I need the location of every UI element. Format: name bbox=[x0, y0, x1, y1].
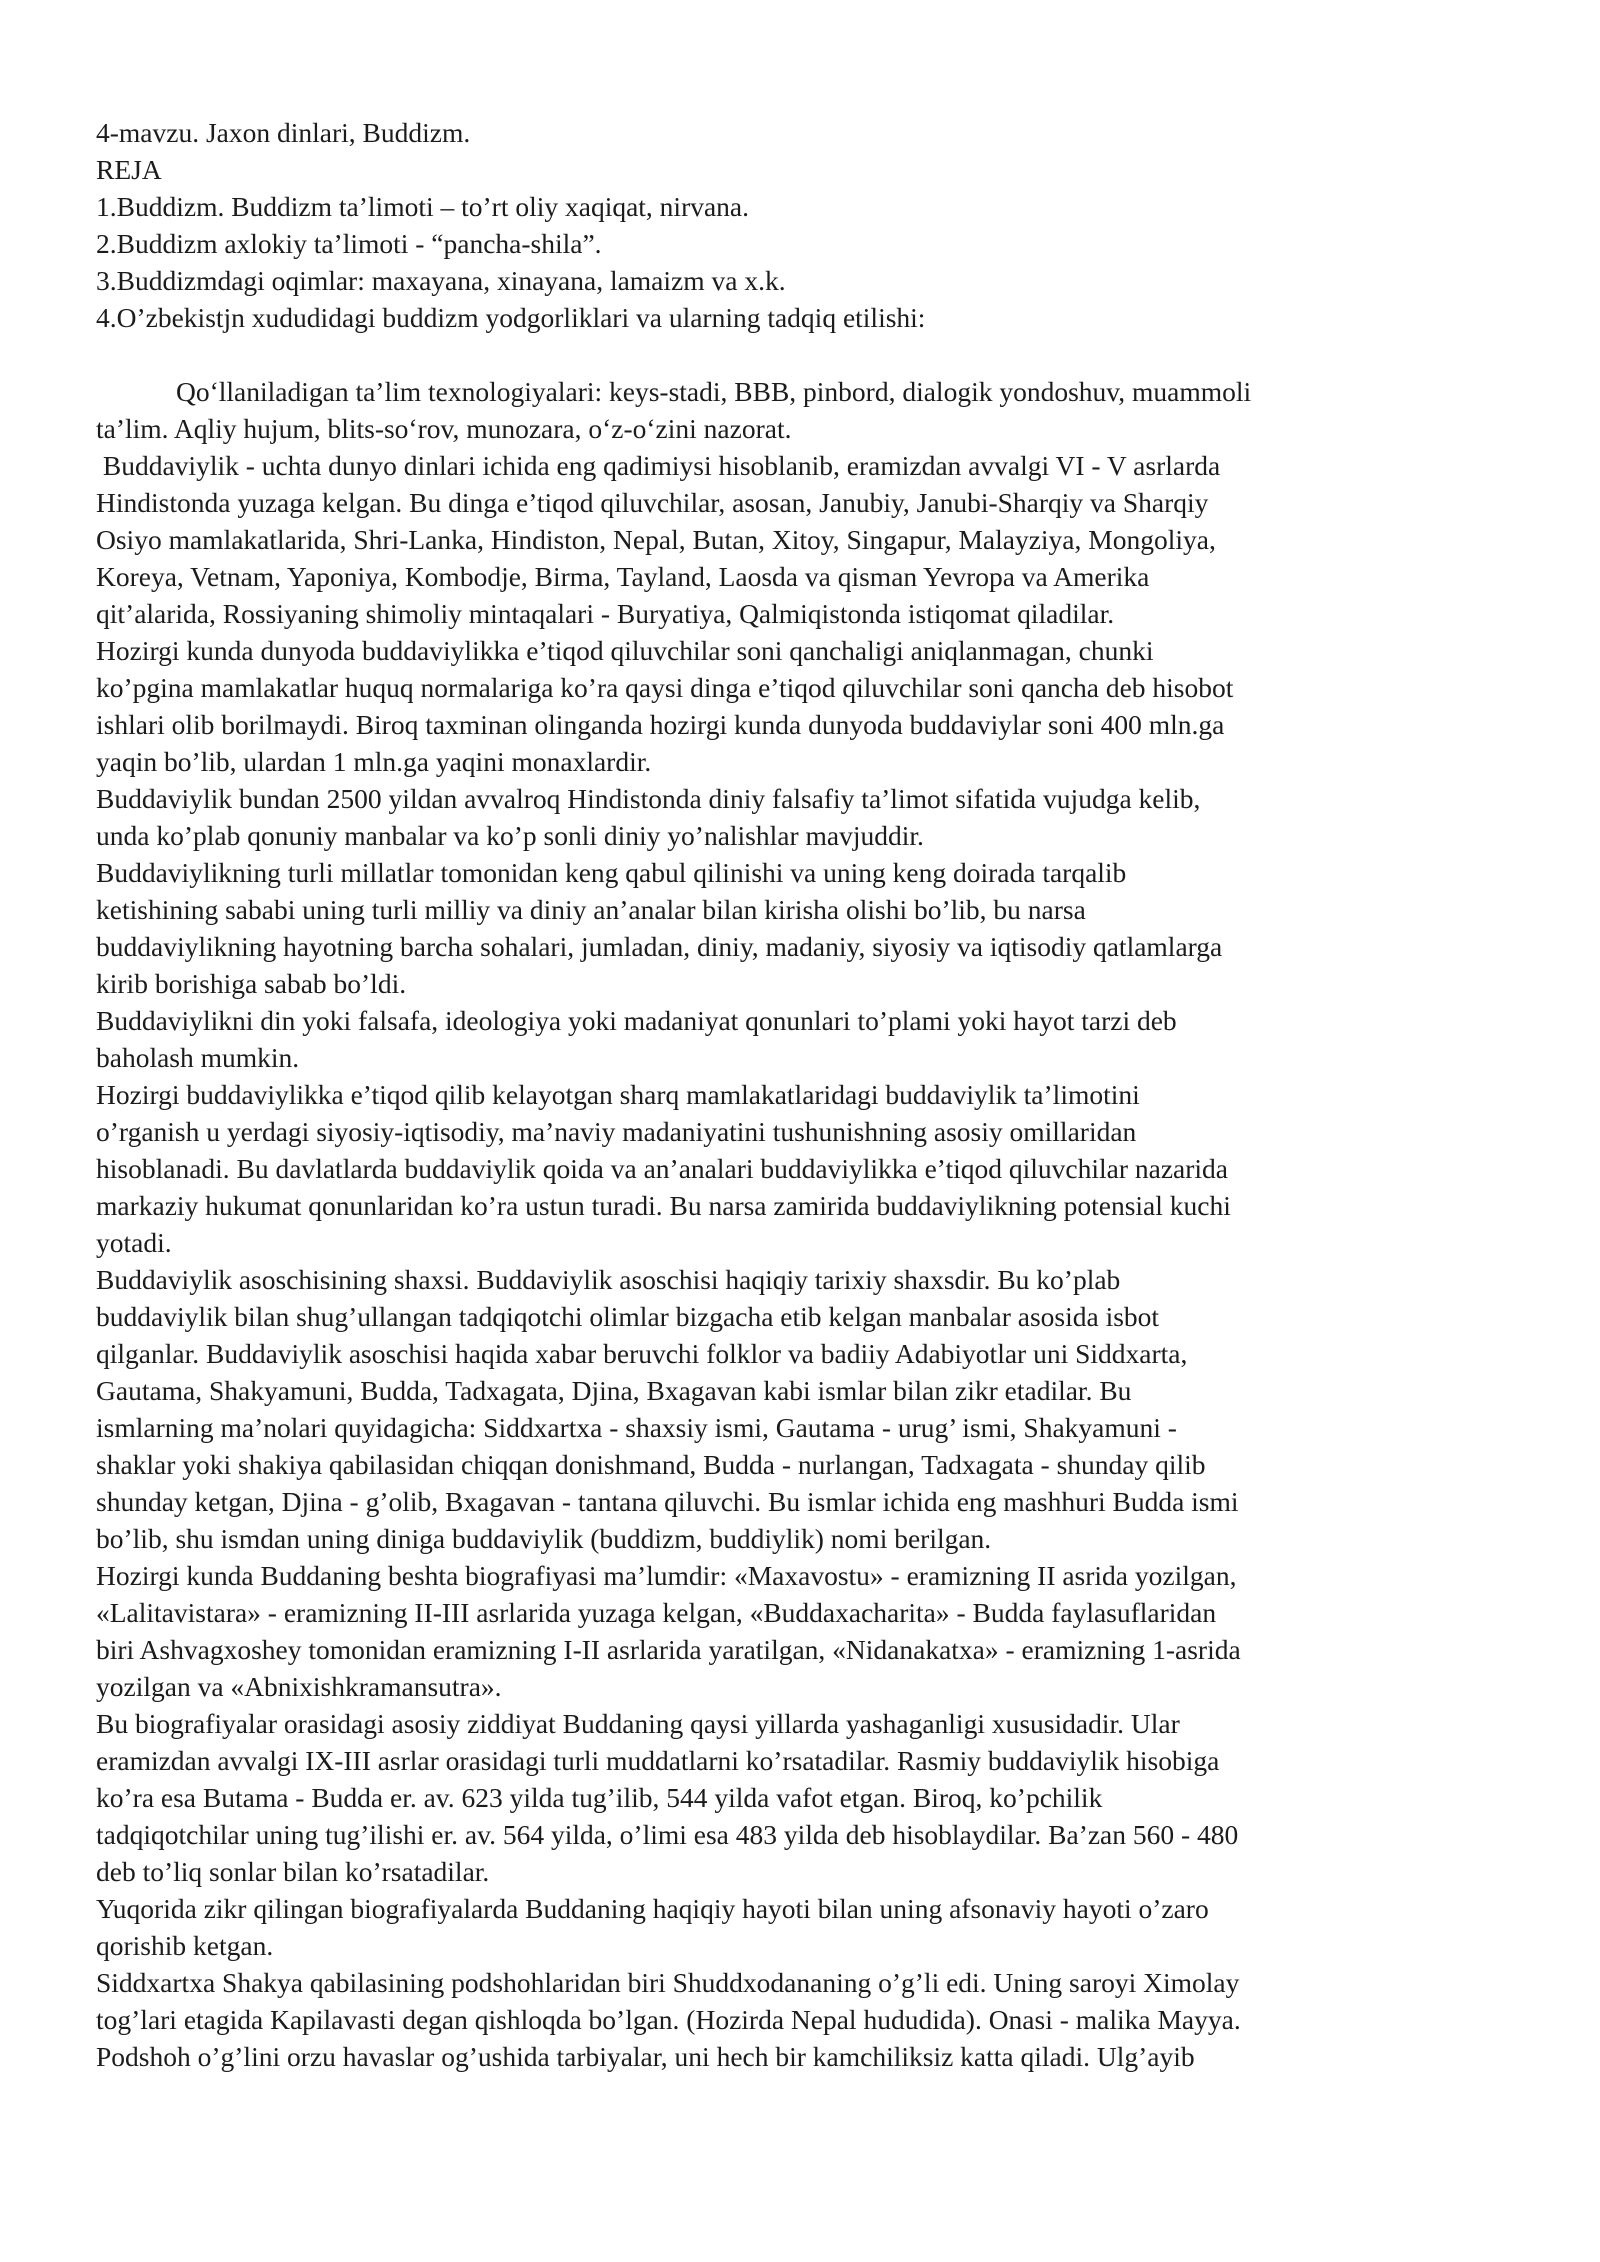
text-line: Osiyo mamlakatlarida, Shri-Lanka, Hindiston, Nepal, Butan, Xitoy, Singapur, Malayziya, Mongoliya, bbox=[96, 524, 1216, 555]
text-line: hisoblanadi. Bu davlatlarda buddaviylik qoida va an’analari buddaviylikka e’tiqod qiluvchilar nazarida bbox=[96, 1153, 1228, 1184]
blank-line bbox=[96, 336, 1456, 373]
document-title: 4-mavzu. Jaxon dinlari, Buddizm. bbox=[96, 117, 471, 148]
text-line: shunday ketgan, Djina - g’olib, Bxagavan - tantana qiluvchi. Bu ismlar ichida eng mashhuri Budda ismi bbox=[96, 1486, 1239, 1517]
text-line: «Lalitavistara» - eramizning II-III asrlarida yuzaga kelgan, «Buddaxacharita» - Budda faylasuflaridan bbox=[96, 1597, 1217, 1628]
technologies-paragraph bbox=[96, 373, 1456, 447]
paragraph-followers-count bbox=[96, 632, 1456, 780]
text-line: Hindistonda yuzaga kelgan. Bu dinga e’tiqod qiluvchilar, asosan, Janubiy, Janubi-Sharqiy va Sharqiy bbox=[96, 487, 1209, 518]
paragraph-spread bbox=[96, 854, 1456, 1002]
text-line: Podshoh o’g’lini orzu havaslar og’ushida tarbiyalar, uni hech bir kamchiliksiz katta qiladi. Ulg’ayib bbox=[96, 2041, 1195, 2072]
text-line: tog’lari etagida Kapilavasti degan qishloqda bo’lgan. (Hozirda Nepal hududida). Onasi - malika Mayya. bbox=[96, 2004, 1241, 2035]
text-line: o’rganish u yerdagi siyosiy-iqtisodiy, ma’naviy madaniyatini tushunishning asosiy omillaridan bbox=[96, 1116, 1137, 1147]
text-line: buddaviylikning hayotning barcha sohalari, jumladan, diniy, madaniy, siyosiy va iqtisodiy qatlamlarga bbox=[96, 931, 1223, 962]
text-line: Buddaviylik asoschisining shaxsi. Buddaviylik asoschisi haqiqiy tarixiy shaxsdir. Bu ko’plab bbox=[96, 1264, 1121, 1295]
text-line: ko’pgina mamlakatlar huquq normalariga ko’ra qaysi dinga e’tiqod qiluvchilar soni qancha deb hisobot bbox=[96, 672, 1234, 703]
text-line: yozilgan va «Abnixishkramansutra». bbox=[96, 1671, 502, 1702]
paragraph-history bbox=[96, 780, 1456, 854]
text-line: Buddaviylikni din yoki falsafa, ideologiya yoki madaniyat qonunlari to’plami yoki hayot tarzi deb bbox=[96, 1005, 1177, 1036]
text-line: shaklar yoki shakiya qabilasidan chiqqan donishmand, Budda - nurlangan, Tadxagata - shunday qilib bbox=[96, 1449, 1206, 1480]
text-line: Koreya, Vetnam, Yaponiya, Kombodje, Birma, Tayland, Laosda va qisman Yevropa va Amerika bbox=[96, 561, 1150, 592]
paragraph-legend bbox=[96, 1890, 1456, 1964]
text-line: bo’lib, shu ismdan uning diniga buddaviylik (buddizm, buddiylik) nomi berilgan. bbox=[96, 1523, 992, 1554]
paragraph-siddhartha bbox=[96, 1964, 1456, 2075]
text-line: Bu biografiyalar orasidagi asosiy ziddiyat Buddaning qaysi yillarda yashaganligi xususidadir. Ular bbox=[96, 1708, 1180, 1739]
paragraph-biographies bbox=[96, 1557, 1456, 1705]
text-line: Buddaviylik - uchta dunyo dinlari ichida eng qadimiysi hisoblanib, eramizdan avvalgi VI - V asrlarda bbox=[96, 450, 1221, 481]
text-line: Hozirgi buddaviylikka e’tiqod qilib kelayotgan sharq mamlakatlaridagi buddaviylik ta’limotini bbox=[96, 1079, 1140, 1110]
paragraph-founder bbox=[96, 1261, 1456, 1557]
text-line: qorishib ketgan. bbox=[96, 1930, 274, 1961]
text-line: Gautama, Shakyamuni, Budda, Tadxagata, Djina, Bxagavan kabi ismlar bilan zikr etadilar. Bu bbox=[96, 1375, 1132, 1406]
text-line: baholash mumkin. bbox=[96, 1042, 300, 1073]
text-line: buddaviylik bilan shug’ullangan tadqiqotchi olimlar bizgacha etib kelgan manbalar asosida isbot bbox=[96, 1301, 1160, 1332]
text-line: ko’ra esa Butama - Budda er. av. 623 yilda tug’ilib, 544 yilda vafot etgan. Biroq, ko’pchilik bbox=[96, 1782, 1103, 1813]
text-line: deb to’liq sonlar bilan ko’rsatadilar. bbox=[96, 1856, 490, 1887]
text-line: qilganlar. Buddaviylik asoschisi haqida xabar beruvchi folklor va badiiy Adabiyotlar uni Siddxarta, bbox=[96, 1338, 1188, 1369]
plan-item: 2.Buddizm axlokiy ta’limoti - “pancha-shila”. bbox=[96, 228, 602, 259]
text-line: yotadi. bbox=[96, 1227, 172, 1258]
text-line: Hozirgi kunda Buddaning beshta biografiyasi ma’lumdir: «Maxavostu» - eramizning II asrida yozilgan, bbox=[96, 1560, 1237, 1591]
text-line: kirib borishiga sabab bo’ldi. bbox=[96, 968, 407, 999]
paragraph-definition bbox=[96, 1002, 1456, 1076]
text-line: Siddxartxa Shakya qabilasining podshohlaridan biri Shuddxodananing o’g’li edi. Uning saroyi Ximolay bbox=[96, 1967, 1240, 1998]
plan-heading: REJA bbox=[96, 154, 162, 185]
text-line: ishlari olib borilmaydi. Biroq taxminan olinganda hozirgi kunda dunyoda buddaviylar soni 400 mln.ga bbox=[96, 709, 1225, 740]
text-line: Buddaviylik bundan 2500 yildan avvalroq Hindistonda diniy falsafiy ta’limot sifatida vujudga kelib, bbox=[96, 783, 1201, 814]
plan-item: 4.O’zbekistjn xududidagi buddizm yodgorliklari va ularning tadqiq etilishi: bbox=[96, 302, 926, 333]
text-line: Qo‘llaniladigan ta’lim texnologiyalari: keys-stadi, BBB, pinbord, dialogik yondoshuv, muammoli bbox=[176, 376, 1252, 407]
text-line: biri Ashvagxoshey tomonidan eramizning I-II asrlarida yaratilgan, «Nidanakatxa» - eramizning 1-asrida bbox=[96, 1634, 1241, 1665]
plan-item: 3.Buddizmdagi oqimlar: maxayana, xinayana, lamaizm va x.k. bbox=[96, 265, 786, 296]
paragraph-eastern-countries bbox=[96, 1076, 1456, 1261]
paragraph-dates bbox=[96, 1705, 1456, 1890]
document-page bbox=[96, 114, 1456, 2075]
text-line: tadqiqotchilar uning tug’ilishi er. av. 564 yilda, o’limi esa 483 yilda deb hisoblaydilar. Ba’zan 560 - 480 bbox=[96, 1819, 1239, 1850]
text-line: markaziy hukumat qonunlaridan ko’ra ustun turadi. Bu narsa zamirida buddaviylikning potensial kuchi bbox=[96, 1190, 1231, 1221]
plan-item: 1.Buddizm. Buddizm ta’limoti – to’rt oliy xaqiqat, nirvana. bbox=[96, 191, 750, 222]
text-line: ketishining sababi uning turli milliy va diniy an’analar bilan kirisha olishi bo’lib, bu narsa bbox=[96, 894, 1086, 925]
text-line: yaqin bo’lib, ulardan 1 mln.ga yaqini monaxlardir. bbox=[96, 746, 652, 777]
text-line: ismlarning ma’nolari quyidagicha: Siddxartxa - shaxsiy ismi, Gautama - urug’ ismi, Shakyamuni - bbox=[96, 1412, 1177, 1443]
text-line: qit’alarida, Rossiyaning shimoliy mintaqalari - Buryatiya, Qalmiqistonda istiqomat qiladilar. bbox=[96, 598, 1115, 629]
text-line: Hozirgi kunda dunyoda buddaviylikka e’tiqod qiluvchilar soni qanchaligi aniqlanmagan, chunki bbox=[96, 635, 1154, 666]
text-line: eramizdan avvalgi IX-III asrlar orasidagi turli muddatlarni ko’rsatadilar. Rasmiy buddaviylik hisobiga bbox=[96, 1745, 1220, 1776]
text-line: ta’lim. Aqliy hujum, blits-so‘rov, munozara, o‘z-o‘zini nazorat. bbox=[96, 413, 792, 444]
paragraph-buddhism-origin bbox=[96, 447, 1456, 632]
text-line: Buddaviylikning turli millatlar tomonidan keng qabul qilinishi va uning keng doirada tarqalib bbox=[96, 857, 1127, 888]
text-line: unda ko’plab qonuniy manbalar va ko’p sonli diniy yo’nalishlar mavjuddir. bbox=[96, 820, 924, 851]
text-line: Yuqorida zikr qilingan biografiyalarda Buddaning haqiqiy hayoti bilan uning afsonaviy hayoti o’zaro bbox=[96, 1893, 1209, 1924]
